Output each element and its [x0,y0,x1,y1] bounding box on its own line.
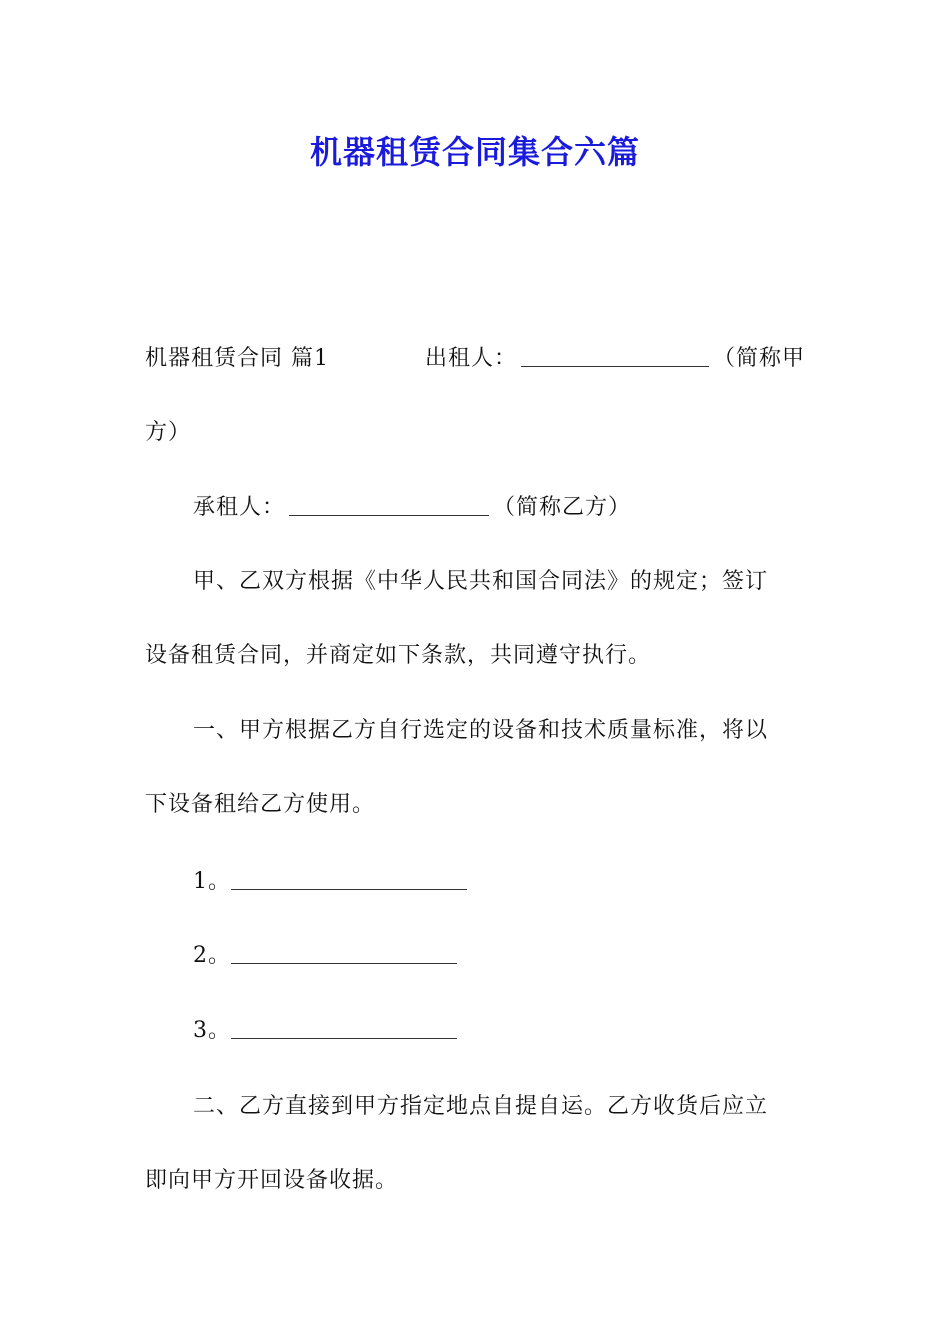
document-title: 机器租赁合同集合六篇 [309,133,640,171]
clause-one-line2: 下设备租给乙方使用。 [145,792,376,817]
lessee-line [193,471,805,545]
lessor-blank [521,352,709,367]
clause-two-line2: 即向甲方开回设备收据。 [145,1168,399,1193]
equipment-item-1 [193,845,805,919]
equipment-item-3 [193,994,805,1068]
lessor-line-continuation: 方） [145,420,192,445]
equipment-item-blank [231,949,457,964]
equipment-item-label: 1。 [193,869,231,894]
lessor-line [145,322,805,396]
equipment-item-label: 2。 [193,943,231,968]
basis-paragraph-line1: 甲、乙双方根据《中华人民共和国合同法》的规定；签订 [193,569,769,594]
lessee-label: 承租人： [193,495,286,520]
lessor-suffix: （简称甲 [712,346,805,371]
equipment-item-label: 3。 [193,1018,231,1043]
contract-heading: 机器租赁合同 篇1 [145,346,329,371]
equipment-item-2 [193,919,805,993]
basis-paragraph-line2: 设备租赁合同，并商定如下条款，共同遵守执行。 [145,643,652,668]
lessee-blank [289,501,489,516]
lessor-field [425,322,805,396]
clause-two-line1: 二、乙方直接到甲方指定地点自提自运。乙方收货后应立 [193,1094,769,1119]
clause-one-line1: 一、甲方根据乙方自行选定的设备和技术质量标准，将以 [193,718,769,743]
lessee-suffix: （简称乙方） [493,495,632,520]
equipment-item-blank [231,875,467,890]
equipment-item-blank [231,1024,457,1039]
lessor-label: 出租人： [424,346,517,371]
